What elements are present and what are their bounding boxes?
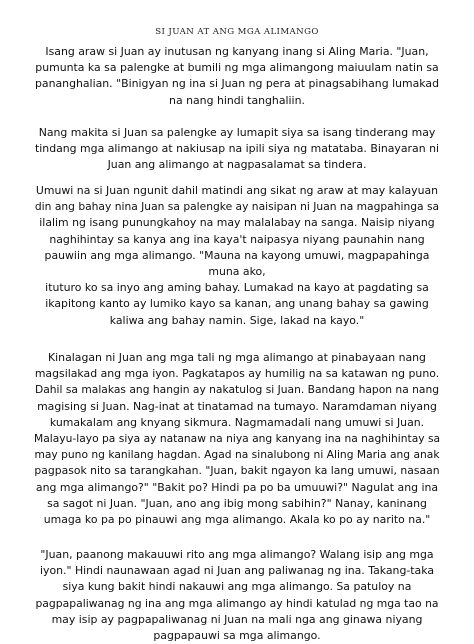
paragraph-2 [34, 125, 440, 174]
paragraph-line: din ang bahay nina Juan sa palengke ay naisipan ni Juan na magpahinga sa [34, 200, 440, 214]
paragraph-line: na nang hindi tanghaliin. [169, 93, 305, 107]
paragraph-4 [34, 350, 440, 528]
paragraph-line: kumakalam ang knyang sikmura. Nagmamadali nang umuwi si Juan. [49, 415, 425, 429]
paragraph-line: Umuwi na si Juan ngunit dahil matindi ang sikat ng araw at may kalayuan [35, 184, 439, 197]
paragraph-line: Isang araw si Juan ay inutusan ng kanyang inang si Aling Maria. "Juan, [45, 45, 429, 58]
paragraph-line: pagpapauwi sa mga alimango. [153, 629, 321, 643]
paragraph-line: pagpapaliwanag ng ina ang mga alimango ay hindi katulad ng mga tao na [35, 596, 439, 610]
paragraph-line: kaliwa ang bahay namin. Sige, lakad na kayo." [109, 313, 365, 327]
paragraph-line: naghihintay sa kanya ang ina kaya't naipasya niyang paunahin nang [49, 232, 425, 246]
paragraph-line: may puno ng kanilang hagdan. Agad na sinalubong ni Aling Maria ang anak [34, 448, 440, 462]
paragraph-1 [34, 44, 440, 109]
paragraph-line: muna ako, [208, 265, 266, 279]
paragraph-5 [34, 547, 440, 644]
paragraph-line: "Juan, paanong makauuwi rito ang mga alimango? Walang isip ang mga [40, 548, 434, 561]
paragraph-line: siya kung bakit hindi nakauwi ang mga alimango. Sa patuloy na [62, 580, 412, 594]
paragraph-line: magsilakad ang mga iyon. Pagkatapos ay humilig na sa katawan ng puno. [34, 367, 440, 381]
paragraph-line: may isip ay pagpapaliwanag ni Juan na mali nga ang ginawa niyang [51, 612, 423, 626]
paragraph-line: tindang mga alimango at nakiusap na ipili siya ng matataba. Binayaran ni [35, 142, 439, 156]
paragraph-line: Juan ang alimango at nagpasalamat sa tindera. [107, 158, 367, 172]
paragraph-line: pagpasok nito sa tarangkahan. "Juan, bakit ngayon ka lang umuwi, nasaan [34, 464, 440, 478]
paragraph-line: Nang makita si Juan sa palengke ay lumapit siya sa isang tinderang may [38, 126, 436, 139]
paragraph-line: ilalim ng isang punungkahoy na may malalabay na sanga. Naisip niyang [39, 216, 435, 230]
paragraph-line: Malayu-layo pa siya ay natanaw na niya ang kanyang ina na naghihintay sa [34, 432, 441, 446]
paragraph-line: Kinalagan ni Juan ang mga tali ng mga alimango at pinabayaan nang [48, 351, 426, 364]
paragraph-line: iyon." Hindi naunawaan agad ni Juan ang paliwanag ng ina. Takang-taka [39, 564, 435, 578]
paragraph-3 [34, 183, 440, 329]
paragraph-line: pauwiin ang mga alimango. "Mauna na kayong umuwi, magpapahinga [44, 248, 430, 262]
paragraph-line: ang mga alimango?" "Bakit po? Hindi pa po ba umuuwi?" Nagulat ang ina [35, 480, 439, 494]
paragraph-line: Dahil sa malakas ang hangin ay nakatulog si Juan. Bandang hapon na nang [34, 383, 440, 397]
paragraph-line: pumunta ka sa palengke at bumili ng mga alimangong maiuulam natin sa [35, 61, 439, 75]
document-title: SI JUAN AT ANG MGA ALIMANGO [155, 27, 319, 37]
paragraph-line: ikapitong kanto ay lumiko kayo sa kanan, ang unang bahay sa gawing [45, 297, 429, 311]
paragraph-line: sa sagot ni Juan. "Juan, ano ang ibig mong sabihin?" Nanay, kaninang [47, 496, 427, 510]
paragraph-line: umaga ko pa po pinauwi ang mga alimango. Akala ko po ay narito na." [43, 513, 431, 527]
paragraph-line: magising si Juan. Nag-inat at tinatamad na tumayo. Naramdaman niyang [37, 399, 437, 413]
paragraph-line: pananghalian. "Binigyan ng ina si Juan ng pera at pinagsabihang lumakad [35, 77, 439, 91]
paragraph-line: ituturo ko sa inyo ang aming bahay. Lumakad na kayo at pagdating sa [45, 281, 429, 295]
